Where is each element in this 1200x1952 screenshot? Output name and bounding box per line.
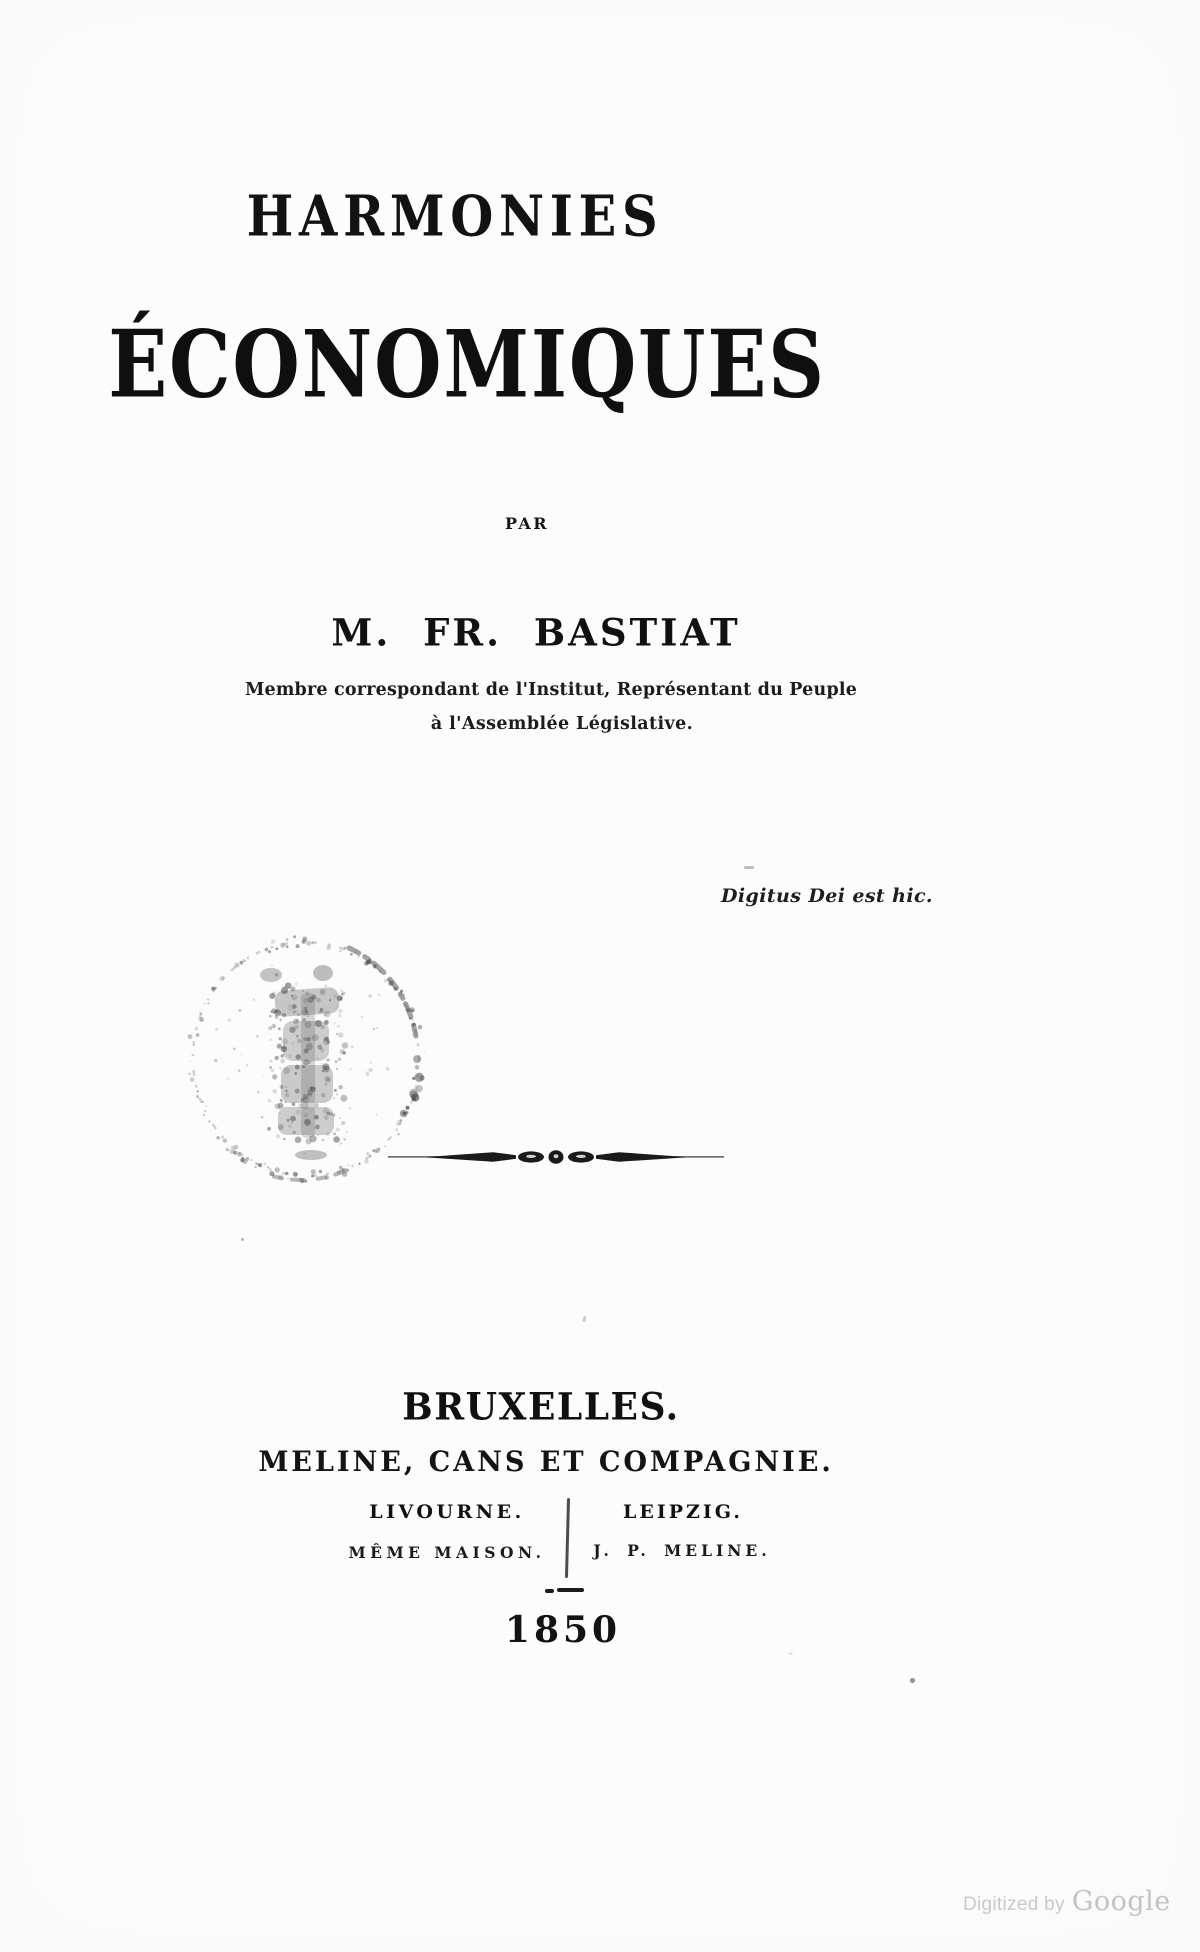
scan-speck xyxy=(910,1678,915,1683)
scan-speck xyxy=(788,1652,793,1655)
author-description-line1: Membre correspondant de l'Institut, Représentant du Peuple xyxy=(244,680,858,700)
book-title-line1: HARMONIES xyxy=(246,183,664,250)
imprint-column-divider xyxy=(565,1498,570,1578)
ornament-divider-icon xyxy=(388,1146,724,1168)
scan-speck xyxy=(744,866,754,869)
year-divider-dash xyxy=(545,1589,554,1593)
scan-speck xyxy=(241,1238,244,1241)
book-title-line2: ÉCONOMIQUES xyxy=(108,309,826,419)
publication-year: 1850 xyxy=(504,1609,622,1651)
google-logo: Google xyxy=(1071,1886,1171,1917)
imprint-left-house: MÊME MAISON. xyxy=(348,1543,546,1562)
epigraph: Digitus Dei est hic. xyxy=(721,885,933,907)
imprint-right-house: J. P. MELINE. xyxy=(593,1541,771,1560)
imprint-publisher: MELINE, CANS ET COMPAGNIE. xyxy=(258,1445,834,1478)
imprint-city: BRUXELLES. xyxy=(402,1385,680,1429)
author-description-line2: à l'Assemblée Législative. xyxy=(430,714,694,734)
author-name: M. FR. BASTIAT xyxy=(331,609,741,655)
digitized-watermark xyxy=(963,1886,1171,1917)
scan-speck xyxy=(582,1316,586,1322)
imprint-right-city: LEIPZIG. xyxy=(623,1501,743,1523)
imprint-left-city: LIVOURNE. xyxy=(369,1501,525,1523)
year-divider-dash xyxy=(557,1588,584,1592)
byline-intro: PAR xyxy=(504,514,550,533)
watermark-prefix: Digitized by xyxy=(963,1894,1065,1915)
